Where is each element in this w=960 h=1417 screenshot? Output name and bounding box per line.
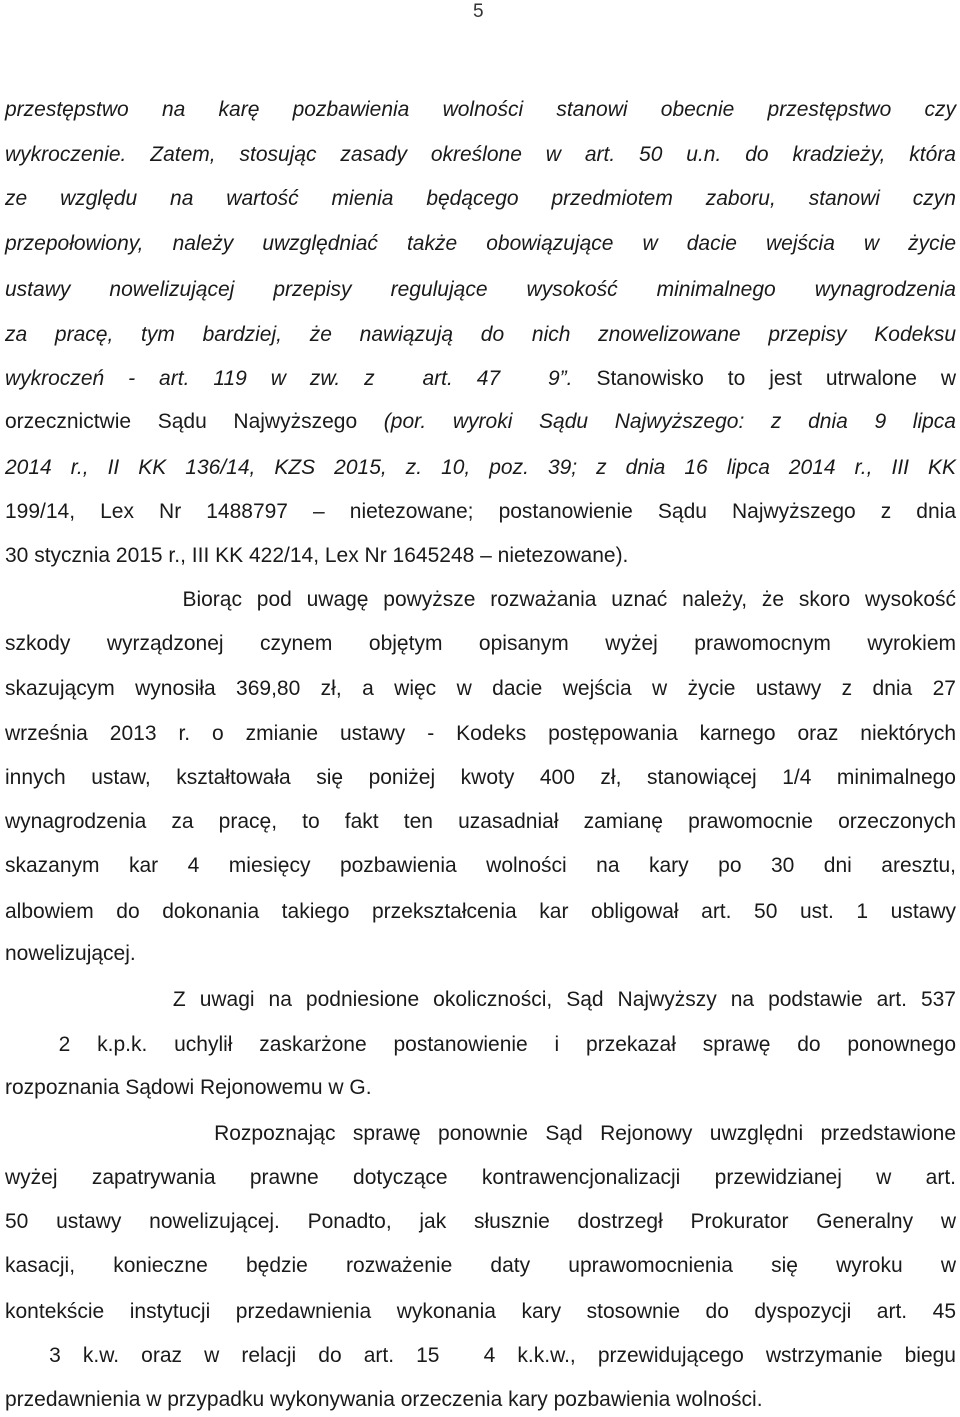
text-segment: rozpoznania Sądowi Rejonowemu w G. (5, 1076, 372, 1099)
text-segment: albowiem do dokonania takiego przekształcenia kar obligował art. 50 ust. 1 ustawy (5, 900, 956, 923)
page-number: 5 (473, 1, 484, 22)
text-line (5, 408, 956, 436)
text-segment: wynagrodzenia za pracę, to fakt ten uzasadniał zamianę prawomocnie orzeczonych (5, 810, 956, 833)
text-line (5, 96, 956, 124)
text-segment: przestępstwo na karę pozbawienia wolności stanowi obecnie przestępstwo czy (5, 98, 956, 121)
text-line (5, 230, 956, 258)
text-line (5, 1031, 956, 1059)
text-line (5, 365, 956, 393)
text-segment: 2014 r., II KK 136/14, KZS 2015, z. 10, poz. 39; z dnia 16 lipca 2014 r., III KK (5, 456, 956, 479)
text-segment: Biorąc pod uwagę powyższe rozważania uznać należy, że skoro wysokość (5, 588, 956, 611)
text-segment: ustawy nowelizującej przepisy regulujące wysokość minimalnego wynagrodzenia (5, 278, 956, 301)
text-line (5, 454, 956, 482)
text-line (5, 630, 956, 658)
text-line (5, 141, 956, 169)
text-segment: Stanowisko to jest utrwalone w (572, 367, 956, 390)
text-segment: 50 ustawy nowelizującej. Ponadto, jak słusznie dostrzegł Prokurator Generalny w (5, 1210, 956, 1233)
text-segment: Rozpoznając sprawę ponownie Sąd Rejonowy uwzględni przedstawione (5, 1122, 956, 1145)
text-segment: skazanym kar 4 miesięcy pozbawienia wolności na kary po 30 dni aresztu, (5, 854, 956, 877)
text-segment: innych ustaw, kształtowała się poniżej kwoty 400 zł, stanowiącej 1/4 minimalnego (5, 766, 956, 789)
text-segment: (por. wyroki Sądu Najwyższego: z dnia 9 lipca (383, 410, 956, 433)
text-segment: 30 stycznia 2015 r., III KK 422/14, Lex Nr 1645248 – nietezowane). (5, 544, 629, 567)
text-segment: przepołowiony, należy uwzględniać także obowiązujące w dacie wejścia w życie (5, 232, 956, 255)
text-line (5, 321, 956, 349)
text-line (5, 675, 956, 703)
text-segment: wyżej zapatrywania prawne dotyczące kontrawencjonalizacji przewidzianej w art. (5, 1166, 956, 1189)
text-line (5, 720, 956, 748)
text-segment: wykroczeń - art. 119 w zw. z art. 47 9”. (5, 367, 573, 390)
text-segment: wykroczenie. Zatem, stosując zasady określone w art. 50 u.n. do kradzieży, która (5, 143, 956, 166)
text-line (5, 940, 956, 968)
text-segment: szkody wyrządzonej czynem objętym opisanym wyżej prawomocnym wyrokiem (5, 632, 956, 655)
text-segment: nowelizującej. (5, 942, 136, 965)
text-line (5, 1342, 956, 1370)
text-line (5, 764, 956, 792)
text-segment: ze względu na wartość mienia będącego przedmiotem zaboru, stanowi czyn (5, 187, 956, 210)
text-line (5, 898, 956, 926)
text-line (5, 1298, 956, 1326)
text-segment: kontekście instytucji przedawnienia wykonania kary stosownie do dyspozycji art. 45 (5, 1300, 956, 1323)
text-line (5, 542, 956, 570)
text-line (5, 1164, 956, 1192)
text-segment: 3 k.w. oraz w relacji do art. 15 4 k.k.w., przewidującego wstrzymanie biegu (5, 1344, 956, 1367)
text-line (5, 1074, 956, 1102)
text-segment: 2 k.p.k. uchylił zaskarżone postanowienie i przekazał sprawę do ponownego (5, 1033, 956, 1056)
text-segment: 199/14, Lex Nr 1488797 – nietezowane; postanowienie Sądu Najwyższego z dnia (5, 500, 956, 523)
text-line (5, 808, 956, 836)
text-segment: skazującym wynosiła 369,80 zł, a więc w dacie wejścia w życie ustawy z dnia 27 (5, 677, 956, 700)
text-line (5, 276, 956, 304)
text-line (5, 1252, 956, 1280)
text-segment: za pracę, tym bardziej, że nawiązują do nich znowelizowane przepisy Kodeksu (5, 323, 956, 346)
text-line (5, 1386, 956, 1414)
text-line (5, 185, 956, 213)
text-segment: kasacji, konieczne będzie rozważenie daty uprawomocnienia się wyroku w (5, 1254, 956, 1277)
text-line (5, 498, 956, 526)
text-segment: września 2013 r. o zmianie ustawy - Kodeks postępowania karnego oraz niektórych (5, 722, 956, 745)
text-segment: orzecznictwie Sądu Najwyższego (5, 410, 384, 433)
text-line (5, 586, 956, 614)
text-line (5, 1208, 956, 1236)
text-segment: Z uwagi na podniesione okoliczności, Sąd Najwyższy na podstawie art. 537 (5, 988, 956, 1011)
text-line (5, 1120, 956, 1148)
text-line (5, 986, 956, 1014)
text-segment: przedawnienia w przypadku wykonywania orzeczenia kary pozbawienia wolności. (5, 1388, 763, 1411)
text-line (5, 852, 956, 880)
